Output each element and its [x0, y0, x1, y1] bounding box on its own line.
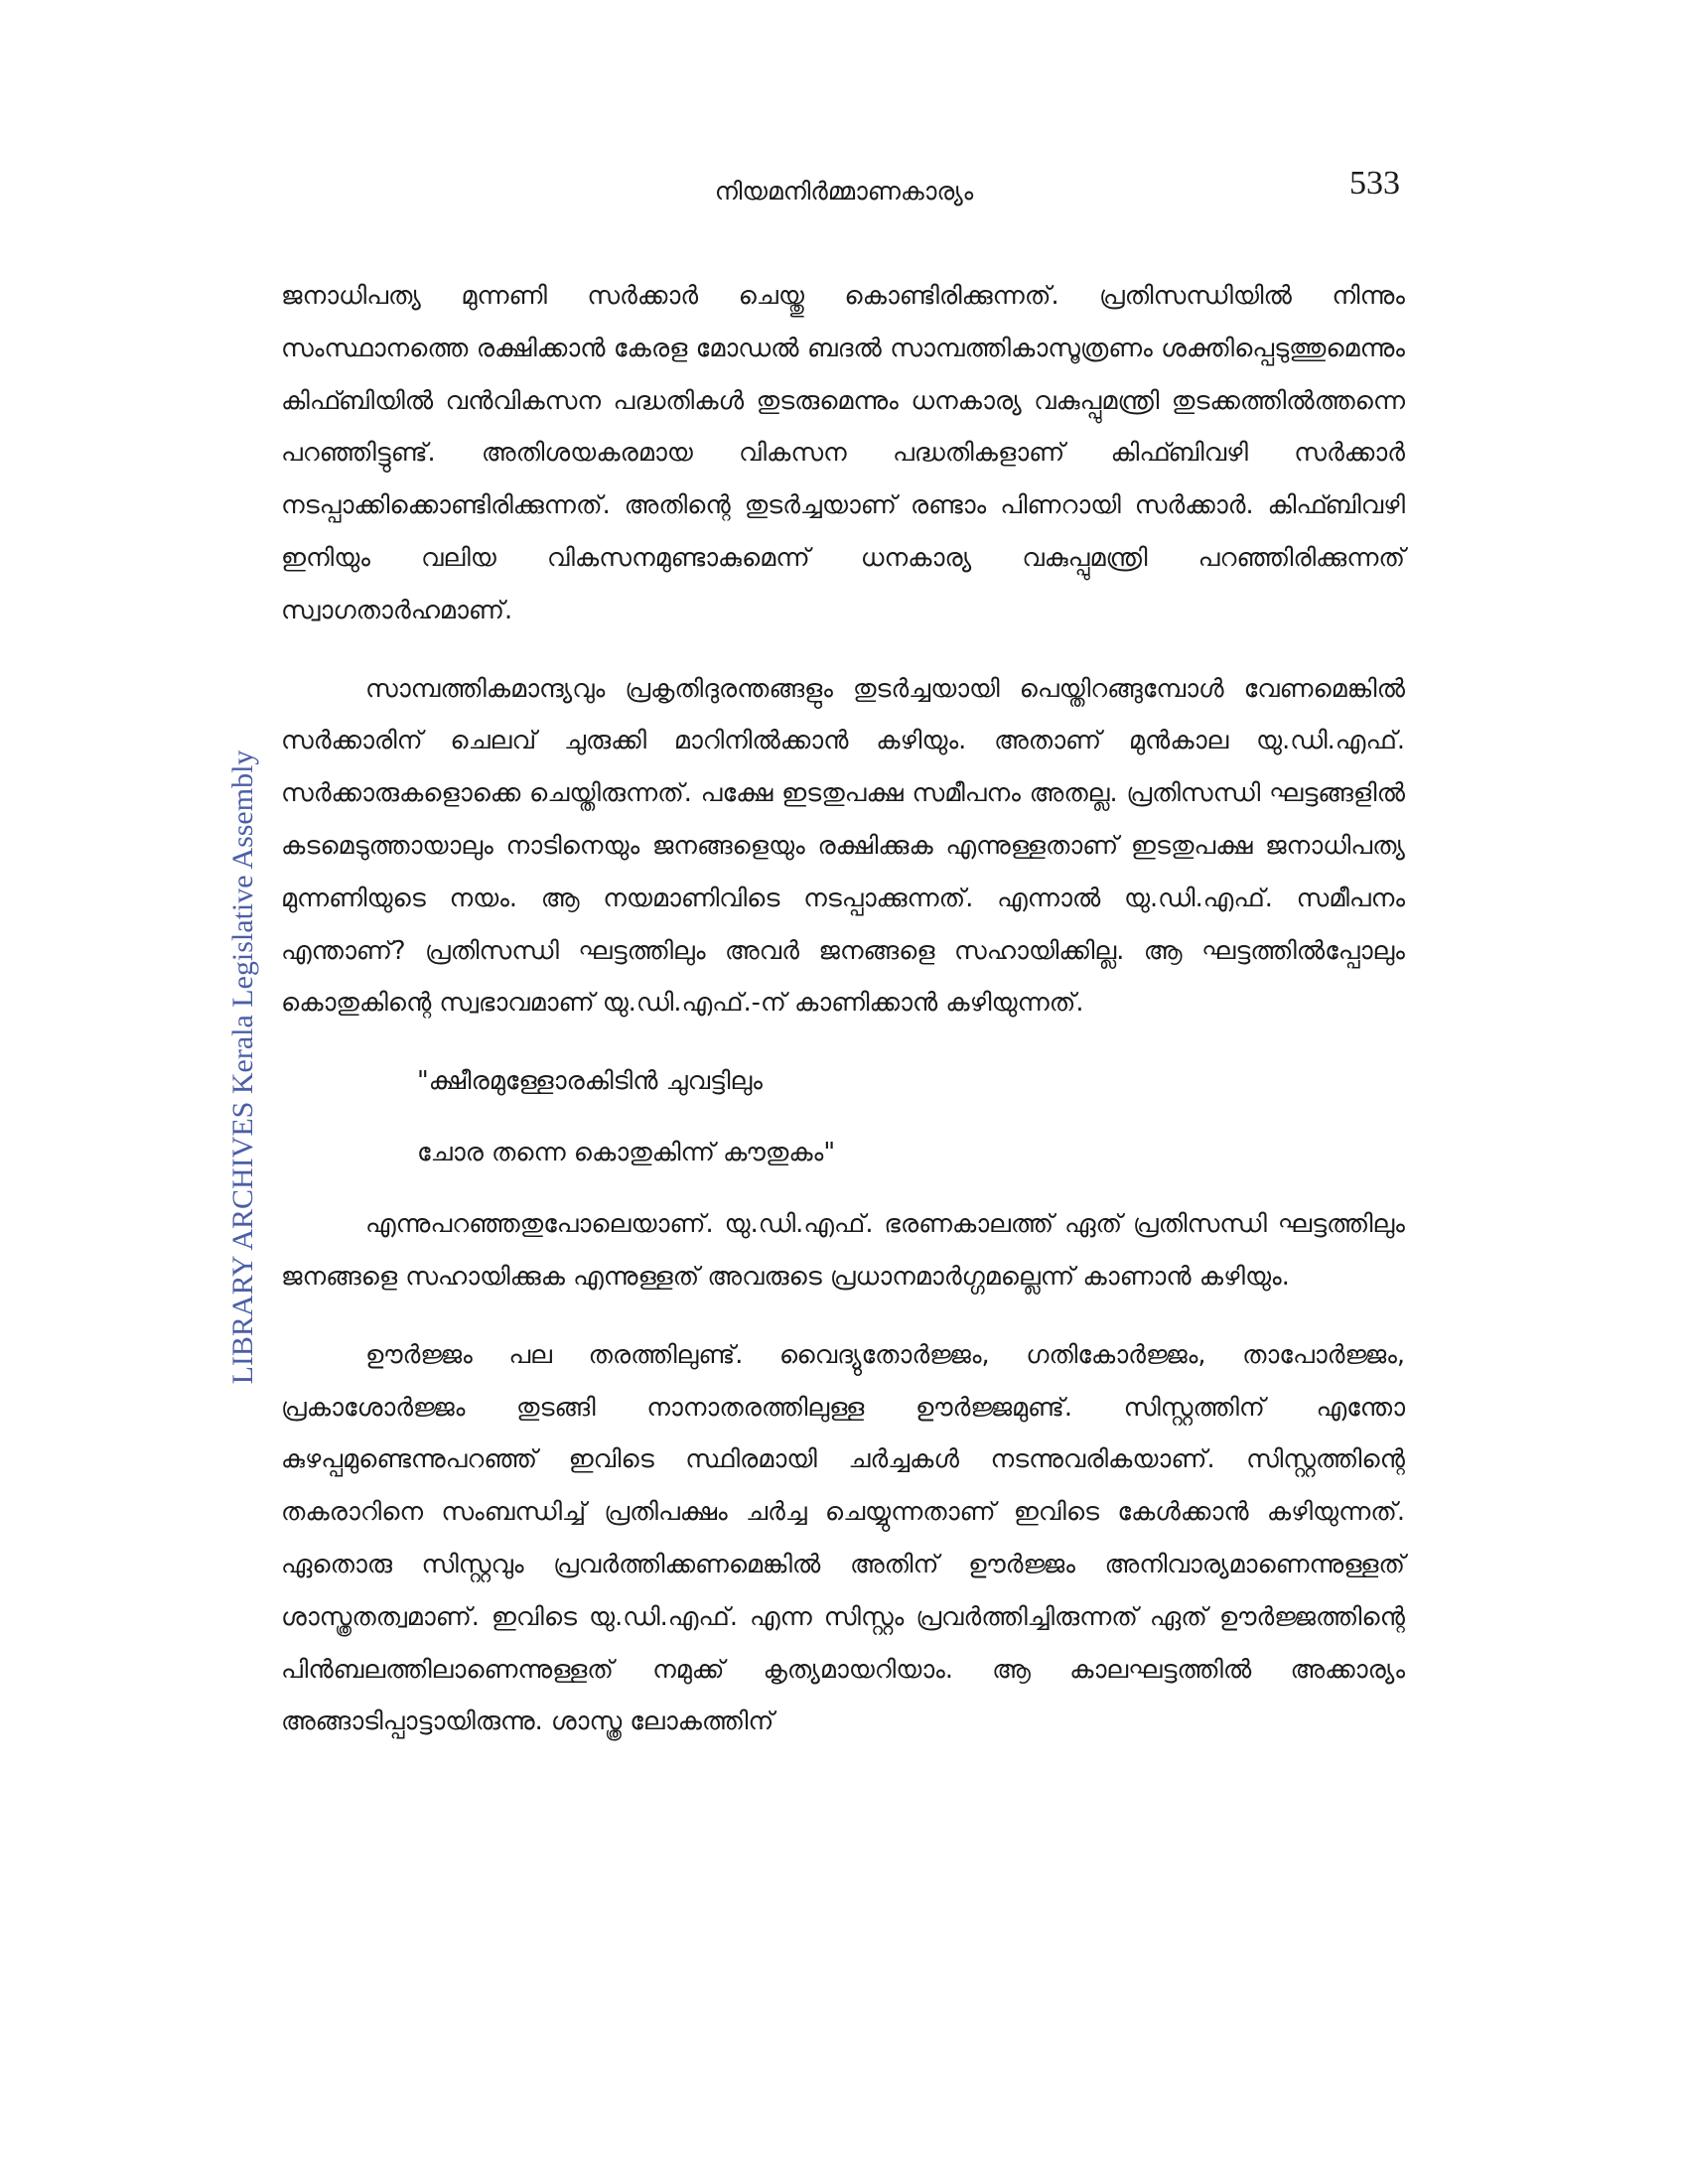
paragraph: സാമ്പത്തികമാന്ദ്യവും പ്രകൃതിദുരന്തങ്ങളും തുടർച്ചയായി പെയ്തിറങ്ങുമ്പോൾ വേണമെങ്കിൽ സർക്കാരിന് ചെലവ് ചുരുക്കി മാറിനിൽക്കാൻ കഴിയും. അതാണ് മുൻകാല യു.ഡി.എഫ്. സർക്കാരുകളൊക്കെ ചെയ്തിരുന്നത്. പക്ഷേ ഇടതുപക്ഷ സമീപനം അതല്ല. പ്രതിസന്ധി ഘട്ടങ്ങളിൽ കടമെടുത്തായാലും നാടിനെയും ജനങ്ങളെയും രക്ഷിക്കുക എന്നുള്ളതാണ് ഇടതുപക്ഷ ജനാധിപത്യ മുന്നണിയുടെ നയം. ആ നയമാണിവിടെ നടപ്പാക്കുന്നത്. എന്നാൽ യു.ഡി.എഫ്. സമീപനം എന്താണ്? പ്രതിസന്ധി ഘട്ടത്തിലും അവർ ജനങ്ങളെ സഹായിക്കില്ല. ആ ഘട്ടത്തിൽപ്പോലും കൊതുകിന്റെ സ്വഭാവമാണ് യു.ഡി.എഫ്.-ന് കാണിക്കാൻ കഴിയുന്നത്. [281, 673, 1405, 1019]
paragraph: ഊർജ്ജം പല തരത്തിലുണ്ട്. വൈദ്യുതോർജ്ജം, ഗതികോർജ്ജം, താപോർജ്ജം, പ്രകാശോർജ്ജം തുടങ്ങി നാനാതരത്തിലുള്ള ഊർജ്ജമുണ്ട്. സിസ്റ്റത്തിന് എന്തോ കുഴപ്പമുണ്ടെന്നുപറഞ്ഞ് ഇവിടെ സ്ഥിരമായി ചർച്ചകൾ നടന്നുവരികയാണ്. സിസ്റ്റത്തിന്റെ തകരാറിനെ സംബന്ധിച്ച് പ്രതിപക്ഷം ചർച്ച ചെയ്യുന്നതാണ് ഇവിടെ കേൾക്കാൻ കഴിയുന്നത്. ഏതൊരു സിസ്റ്റവും പ്രവർത്തിക്കണമെങ്കിൽ അതിന് ഊർജ്ജം അനിവാര്യമാണെന്നുള്ളത് ശാസ്ത്രതത്വമാണ്. ഇവിടെ യു.ഡി.എഫ്. എന്ന സിസ്റ്റം പ്രവർത്തിച്ചിരുന്നത് ഏത് ഊർജ്ജത്തിന്റെ പിൻബലത്തിലാണെന്നുള്ളത് നമുക്ക് കൃത്യമായറിയാം. ആ കാലഘട്ടത്തിൽ അക്കാര്യം അങ്ങാടിപ്പാട്ടായിരുന്നു. ശാസ്ത്ര ലോകത്തിന് [281, 1339, 1405, 1737]
header-title: നിയമനിർമ്മാണകാര്യം [714, 177, 974, 205]
running-header [278, 165, 1410, 228]
paragraph: എന്നുപറഞ്ഞതുപോലെയാണ്. യു.ഡി.എഫ്. ഭരണകാലത്ത് ഏത് പ്രതിസന്ധി ഘട്ടത്തിലും ജനങ്ങളെ സഹായിക്കുക എന്നുള്ളത് അവരുടെ പ്രധാനമാർഗ്ഗമല്ലെന്ന് കാണാൻ കഴിയും. [281, 1209, 1405, 1292]
page-number: 533 [1349, 165, 1400, 202]
archive-watermark: LIBRARY ARCHIVES Kerala Legislative Assembly [226, 750, 259, 1385]
verse-line: "ക്ഷീരമുള്ളോരകിടിൻ ചുവട്ടിലും [417, 1066, 763, 1097]
body-text [281, 270, 1405, 1748]
paragraph: ജനാധിപത്യ മുന്നണി സർക്കാർ ചെയ്തു കൊണ്ടിരിക്കുന്നത്. പ്രതിസന്ധിയിൽ നിന്നും സംസ്ഥാനത്തെ രക്ഷിക്കാൻ കേരള മോഡൽ ബദൽ സാമ്പത്തികാസൂത്രണം ശക്തിപ്പെടുത്തുമെന്നും കിഫ്ബിയിൽ വൻവികസന പദ്ധതികൾ തുടരുമെന്നും ധനകാര്യ വകുപ്പുമന്ത്രി തുടക്കത്തിൽത്തന്നെ പറഞ്ഞിട്ടുണ്ട്. അതിശയകരമായ വികസന പദ്ധതികളാണ് കിഫ്ബിവഴി സർക്കാർ നടപ്പാക്കിക്കൊണ്ടിരിക്കുന്നത്. അതിന്റെ തുടർച്ചയാണ് രണ്ടാം പിണറായി സർക്കാർ. കിഫ്ബിവഴി ഇനിയും വലിയ വികസനമുണ്ടാകുമെന്ന് ധനകാര്യ വകുപ്പുമന്ത്രി പറഞ്ഞിരിക്കുന്നത് സ്വാഗതാർഹമാണ്. [281, 281, 1405, 625]
verse-quote [281, 1055, 1405, 1198]
verse-line: ചോര തന്നെ കൊതുകിന്ന് കൗതുകം" [417, 1138, 836, 1168]
